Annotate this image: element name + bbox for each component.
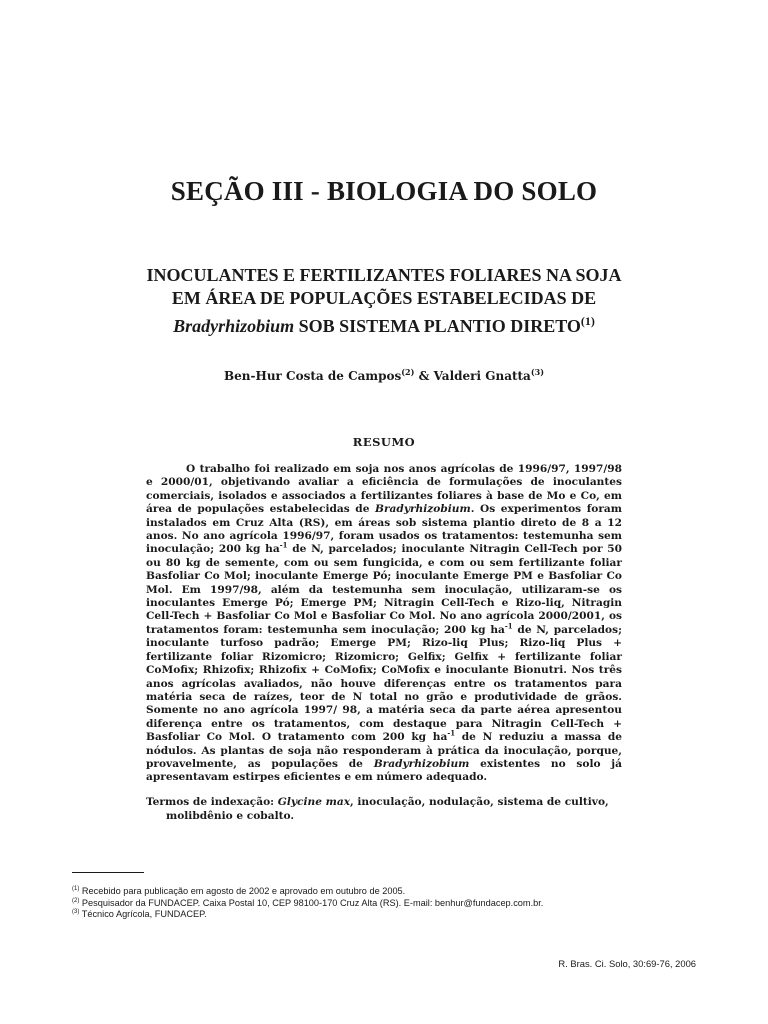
abstract-text-4: de N, parcelados; inoculante turfoso padrão; Emerge PM; Rizo-liq Plus; Rizo-liq Plus + fertilizante foliar Rizomicro; Rizomicro; Gelfix; Gelfix + fertilizante foliar CoMofix; Rhizofix; Rhizofix + CoMofix; CoMofix e inoculante Bionutri. Nos três anos agrícolas avaliados, não houve diferenças entre os tratamentos para matéria seca de raízes, teor de N total no grão e produtividade de grãos. Somente no ano agrícola 1997/ 98, a matéria seca da parte aérea apresentou diferença entre os tratamentos, com destaque para Nitragin Cell-Tech + Basfoliar Co Mol. O tratamento com 200 kg ha [146, 623, 622, 744]
index-terms [146, 795, 622, 823]
abstract-genus-1: Bradyrhizobium [375, 503, 471, 516]
footnote-2 [72, 898, 692, 910]
author-2-ref: (3) [530, 367, 544, 377]
abstract-sup-3: -1 [447, 728, 456, 738]
article-title-genus: Bradyrhizobium [173, 316, 295, 336]
resumo-heading: RESUMO [352, 435, 416, 449]
abstract-paragraph [146, 463, 622, 785]
footnote-1-ref: (1) [72, 885, 80, 892]
author-2: Valderi Gnatta [433, 369, 531, 383]
footnote-divider [72, 872, 144, 873]
article-title-line-3 [80, 310, 688, 338]
footnotes [72, 886, 692, 921]
abstract-text-2: . Os experimentos foram instalados em Cruz Alta (RS), em áreas sob sistema plantio direto de 8 a 12 anos. No ano agrícola 1996/97, foram usados os tratamentos: testemunha sem inoculação; 200 kg ha [146, 503, 622, 556]
author-1-ref: (2) [401, 367, 415, 377]
footnote-3 [72, 909, 692, 921]
author-separator: & [414, 369, 434, 383]
abstract-text-1: O trabalho foi realizado em soja nos anos agrícolas de 1996/97, 1997/98 e 2000/01, objetivando avaliar a eficiência de formulações de inoculantes comerciais, isolados e associados a fertilizantes foliares à base de Mo e Co, em área de populações estabelecidas de [146, 463, 622, 516]
abstract-genus-2: Bradyrhizobium [373, 757, 470, 770]
article-title [80, 264, 688, 338]
abstract [146, 463, 622, 785]
footnote-2-text: Pesquisador da FUNDACEP. Caixa Postal 10, CEP 98100-170 Cruz Alta (RS). E-mail: benhur@fundacep.com.br. [79, 897, 544, 908]
article-title-footnote-ref: (1) [580, 314, 595, 328]
article-title-line-1: INOCULANTES E FERTILIZANTES FOLIARES NA SOJA [146, 265, 622, 285]
journal-citation: R. Bras. Ci. Solo, 30:69-76, 2006 [558, 958, 696, 969]
footnote-2-ref: (2) [72, 897, 80, 904]
abstract-sup-2: -1 [504, 621, 513, 631]
section-title: SEÇÃO III - BIOLOGIA DO SOLO [170, 176, 598, 206]
index-terms-rest: , inoculação, nodulação, sistema de cultivo, molibdênio e cobalto. [166, 796, 609, 822]
abstract-text-3: de N, parcelados; inoculante Nitragin Cell-Tech por 50 ou 80 kg de semente, com ou sem fungicida, e com ou sem fertilizante foliar Basfoliar Co Mol; inoculante Emerge Pó; inoculante Emerge PM e Basfoliar Co Mol. Em 1997/98, além da testemunha sem inoculação, utilizaram-se os inoculantes Emerge Pó; Emerge PM; Nitragin Cell-Tech e Rizo-liq, Nitragin Cell-Tech + Basfoliar Co Mol e Basfoliar Co Mol. No ano agrícola 2000/2001, os tratamentos foram: testemunha sem inoculação; 200 kg ha [146, 543, 622, 636]
index-terms-label: Termos de indexação: [146, 796, 278, 808]
footnote-1 [72, 886, 692, 898]
article-title-line-3-rest: SOB SISTEMA PLANTIO DIRETO [294, 316, 581, 336]
article-title-line-2: EM ÁREA DE POPULAÇÕES ESTABELECIDAS DE [171, 288, 597, 308]
footnote-3-text: Técnico Agrícola, FUNDACEP. [79, 909, 207, 920]
authors [0, 367, 768, 383]
abstract-text-5: de N reduziu a massa de nódulos. As plantas de soja não responderam à prática da inoculação, porque, provavelmente, as populações de [146, 731, 622, 770]
abstract-sup-1: -1 [279, 540, 288, 550]
author-1: Ben-Hur Costa de Campos [224, 369, 402, 383]
footnote-3-ref: (3) [72, 909, 80, 916]
abstract-text-6: existentes no solo já apresentavam estirpes eficientes e em número adequado. [146, 757, 622, 784]
index-terms-species: Glycine max [277, 796, 351, 808]
footnote-1-text: Recebido para publicação em agosto de 2002 e aprovado em outubro de 2005. [79, 886, 406, 896]
